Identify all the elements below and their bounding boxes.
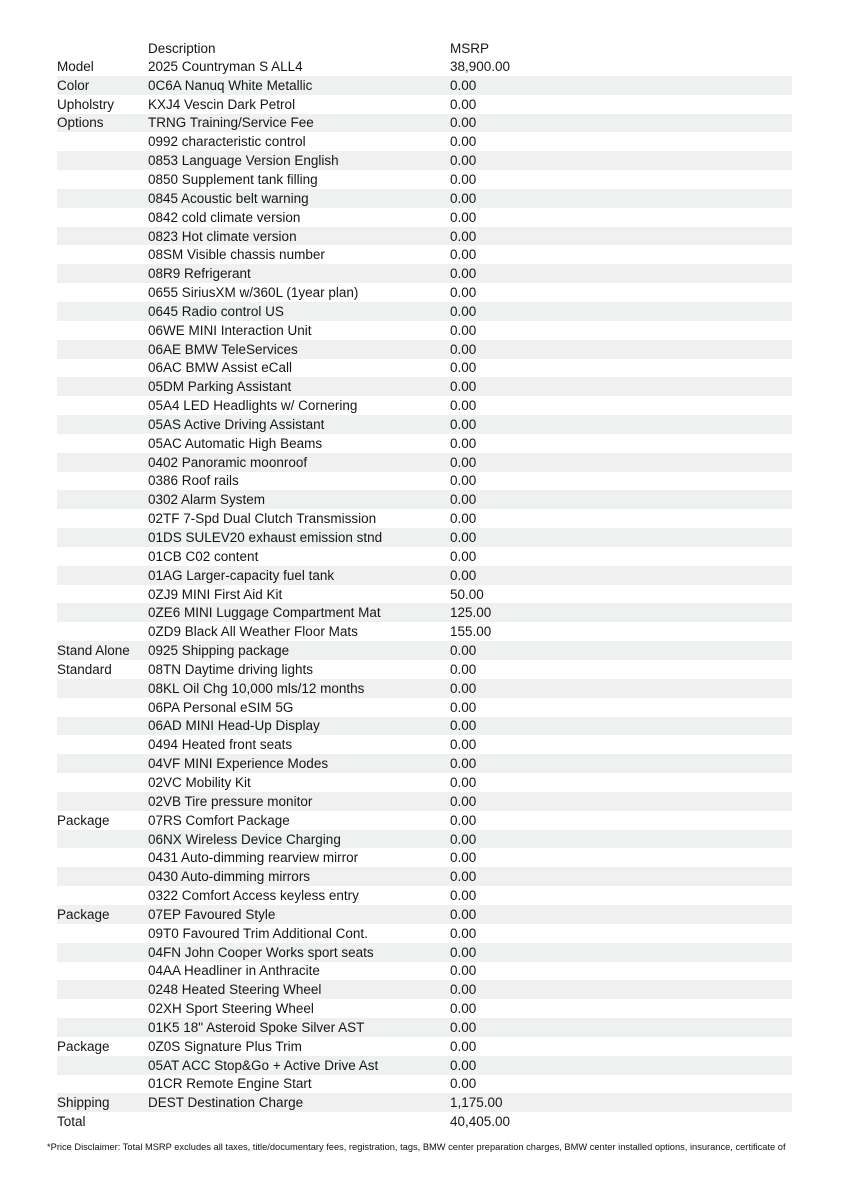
filler-cell xyxy=(611,679,792,698)
description-cell: 0302 Alarm System xyxy=(148,492,266,508)
msrp-cell: 0.00 xyxy=(450,492,477,508)
table-row xyxy=(57,943,792,962)
table-row xyxy=(57,1112,792,1131)
category-cell xyxy=(57,603,148,622)
table-row xyxy=(57,848,792,867)
msrp-cell: 0.00 xyxy=(450,153,477,169)
description-cell: 01CR Remote Engine Start xyxy=(148,1076,312,1092)
category-cell xyxy=(57,1056,148,1075)
category-cell xyxy=(57,264,148,283)
description-cell: 06AC BMW Assist eCall xyxy=(148,360,293,376)
filler-cell xyxy=(611,132,792,151)
category-cell xyxy=(57,585,148,604)
msrp-cell: 0.00 xyxy=(450,812,477,828)
category-cell xyxy=(57,698,148,717)
msrp-cell: 0.00 xyxy=(450,398,477,414)
description-cell: 0494 Heated front seats xyxy=(148,737,293,753)
table-row xyxy=(57,679,792,698)
description-cell: 0402 Panoramic moonroof xyxy=(148,454,308,470)
filler-cell xyxy=(611,641,792,660)
filler-cell xyxy=(611,151,792,170)
filler-cell xyxy=(611,1112,792,1131)
category-cell xyxy=(57,208,148,227)
msrp-cell: 0.00 xyxy=(450,96,477,112)
filler-cell xyxy=(611,566,792,585)
category-cell: Shipping xyxy=(57,1095,110,1111)
category-cell xyxy=(57,962,148,981)
msrp-cell: 0.00 xyxy=(450,1019,477,1035)
filler-cell xyxy=(611,415,792,434)
table-row xyxy=(57,264,792,283)
filler-cell xyxy=(611,660,792,679)
table-row xyxy=(57,1056,792,1075)
filler-cell xyxy=(611,603,792,622)
msrp-cell: 0.00 xyxy=(450,1001,477,1017)
description-cell: 02VC Mobility Kit xyxy=(148,774,251,790)
msrp-cell: 0.00 xyxy=(450,341,477,357)
filler-cell xyxy=(611,980,792,999)
filler-cell xyxy=(611,208,792,227)
filler-cell xyxy=(611,283,792,302)
table-row xyxy=(57,1075,792,1094)
table-row xyxy=(57,830,792,849)
msrp-cell: 0.00 xyxy=(450,379,477,395)
table-row xyxy=(57,377,792,396)
description-cell: 08R9 Refrigerant xyxy=(148,266,251,282)
category-cell xyxy=(57,283,148,302)
description-cell: 07EP Favoured Style xyxy=(148,906,276,922)
description-cell: 0823 Hot climate version xyxy=(148,228,297,244)
table-row xyxy=(57,396,792,415)
category-cell xyxy=(57,830,148,849)
filler-cell xyxy=(611,396,792,415)
msrp-cell: 0.00 xyxy=(450,982,477,998)
filler-cell xyxy=(611,1056,792,1075)
category-cell xyxy=(57,1018,148,1037)
category-cell xyxy=(57,170,148,189)
msrp-cell: 125.00 xyxy=(450,605,492,621)
filler-cell xyxy=(611,622,792,641)
msrp-cell: 0.00 xyxy=(450,793,477,809)
category-cell xyxy=(57,547,148,566)
category-cell xyxy=(57,717,148,736)
description-cell: 06WE MINI Interaction Unit xyxy=(148,322,312,338)
filler-cell xyxy=(611,377,792,396)
table-row xyxy=(57,585,792,604)
category-cell xyxy=(57,886,148,905)
category-cell xyxy=(57,245,148,264)
description-cell: 01CB C02 content xyxy=(148,548,259,564)
msrp-column-header: MSRP xyxy=(450,41,490,56)
msrp-cell: 0.00 xyxy=(450,963,477,979)
description-cell: 02XH Sport Steering Wheel xyxy=(148,1001,314,1017)
description-cell: 0925 Shipping package xyxy=(148,643,290,659)
msrp-cell: 0.00 xyxy=(450,247,477,263)
msrp-cell: 0.00 xyxy=(450,944,477,960)
table-row xyxy=(57,340,792,359)
description-cell: 08KL Oil Chg 10,000 mls/12 months xyxy=(148,680,365,696)
msrp-cell: 0.00 xyxy=(450,473,477,489)
table-row xyxy=(57,170,792,189)
msrp-cell: 0.00 xyxy=(450,134,477,150)
table-row xyxy=(57,698,792,717)
description-cell: 05AT ACC Stop&Go + Active Drive Ast xyxy=(148,1057,379,1073)
table-row xyxy=(57,1018,792,1037)
table-row xyxy=(57,76,792,95)
category-cell xyxy=(57,453,148,472)
category-cell xyxy=(57,321,148,340)
description-cell: 08SM Visible chassis number xyxy=(148,247,325,263)
filler-cell xyxy=(611,340,792,359)
filler-cell xyxy=(611,999,792,1018)
filler-cell xyxy=(611,264,792,283)
description-cell: TRNG Training/Service Fee xyxy=(148,115,314,131)
description-cell: 05AS Active Driving Assistant xyxy=(148,416,325,432)
filler-cell xyxy=(611,830,792,849)
description-cell: 01K5 18" Asteroid Spoke Silver AST xyxy=(148,1019,365,1035)
category-cell: Model xyxy=(57,58,94,74)
filler-cell xyxy=(611,472,792,491)
table-row xyxy=(57,114,792,133)
filler-cell xyxy=(611,114,792,133)
table-row xyxy=(57,811,792,830)
table-body xyxy=(57,57,792,1131)
table-row xyxy=(57,660,792,679)
msrp-cell: 0.00 xyxy=(450,511,477,527)
filler-cell xyxy=(611,773,792,792)
msrp-cell: 0.00 xyxy=(450,209,477,225)
filler-cell xyxy=(611,189,792,208)
msrp-cell: 0.00 xyxy=(450,77,477,93)
table-row xyxy=(57,792,792,811)
filler-cell xyxy=(611,490,792,509)
filler-cell xyxy=(611,754,792,773)
category-cell xyxy=(57,622,148,641)
msrp-cell: 0.00 xyxy=(450,906,477,922)
msrp-cell: 0.00 xyxy=(450,756,477,772)
price-disclaimer: *Price Disclaimer: Total MSRP excludes all taxes, title/documentary fees, registration, tags, BMW center preparation charges, BMW center installed options, insurance, certificate of xyxy=(47,1142,786,1152)
msrp-cell: 1,175.00 xyxy=(450,1095,503,1111)
msrp-cell: 0.00 xyxy=(450,850,477,866)
msrp-cell: 0.00 xyxy=(450,1038,477,1054)
description-cell: 0850 Supplement tank filling xyxy=(148,171,318,187)
category-cell: Color xyxy=(57,77,90,93)
filler-cell xyxy=(611,792,792,811)
description-cell: 0430 Auto-dimming mirrors xyxy=(148,869,311,885)
description-cell: 06AD MINI Head-Up Display xyxy=(148,718,320,734)
table-row xyxy=(57,924,792,943)
category-cell xyxy=(57,132,148,151)
filler-cell xyxy=(611,547,792,566)
category-cell xyxy=(57,151,148,170)
msrp-cell: 0.00 xyxy=(450,869,477,885)
price-table xyxy=(57,40,792,1131)
table-row xyxy=(57,151,792,170)
description-cell: 0992 characteristic control xyxy=(148,134,306,150)
filler-cell xyxy=(611,735,792,754)
filler-cell xyxy=(611,1018,792,1037)
msrp-cell: 0.00 xyxy=(450,228,477,244)
category-cell xyxy=(57,189,148,208)
category-cell xyxy=(57,999,148,1018)
description-cell: 02VB Tire pressure monitor xyxy=(148,793,313,809)
table-row xyxy=(57,453,792,472)
table-row xyxy=(57,717,792,736)
category-cell xyxy=(57,434,148,453)
category-cell xyxy=(57,980,148,999)
table-row xyxy=(57,321,792,340)
msrp-cell: 0.00 xyxy=(450,435,477,451)
table-row xyxy=(57,1093,792,1112)
category-cell xyxy=(57,509,148,528)
table-row xyxy=(57,641,792,660)
table-row xyxy=(57,302,792,321)
filler-cell xyxy=(611,717,792,736)
category-cell xyxy=(57,415,148,434)
category-cell: Standard xyxy=(57,661,112,677)
table-row xyxy=(57,566,792,585)
filler-cell xyxy=(611,698,792,717)
filler-cell xyxy=(611,1093,792,1112)
msrp-cell: 0.00 xyxy=(450,774,477,790)
description-cell: 01DS SULEV20 exhaust emission stnd xyxy=(148,530,383,546)
filler-cell xyxy=(611,1075,792,1094)
description-cell: 0845 Acoustic belt warning xyxy=(148,190,309,206)
category-cell xyxy=(57,924,148,943)
msrp-cell: 0.00 xyxy=(450,925,477,941)
description-cell: 09T0 Favoured Trim Additional Cont. xyxy=(148,925,368,941)
table-row xyxy=(57,283,792,302)
category-cell xyxy=(57,340,148,359)
filler-cell xyxy=(611,302,792,321)
description-cell: 0ZJ9 MINI First Aid Kit xyxy=(148,586,283,602)
description-cell: KXJ4 Vescin Dark Petrol xyxy=(148,96,296,112)
description-cell: 05DM Parking Assistant xyxy=(148,379,292,395)
filler-cell xyxy=(611,509,792,528)
filler-cell xyxy=(611,867,792,886)
table-row xyxy=(57,547,792,566)
table-row xyxy=(57,359,792,378)
description-cell: 02TF 7-Spd Dual Clutch Transmission xyxy=(148,511,377,527)
table-row xyxy=(57,415,792,434)
category-cell xyxy=(57,566,148,585)
table-row xyxy=(57,754,792,773)
table-row xyxy=(57,735,792,754)
filler-cell xyxy=(611,1037,792,1056)
table-row xyxy=(57,132,792,151)
msrp-cell: 0.00 xyxy=(450,416,477,432)
category-cell xyxy=(57,867,148,886)
description-cell: 05A4 LED Headlights w/ Cornering xyxy=(148,398,358,414)
description-cell xyxy=(148,1112,450,1131)
table-row xyxy=(57,886,792,905)
msrp-cell: 0.00 xyxy=(450,567,477,583)
table-row xyxy=(57,95,792,114)
category-cell xyxy=(57,1075,148,1094)
category-cell: Options xyxy=(57,115,104,131)
description-cell: 0645 Radio control US xyxy=(148,303,284,319)
description-cell: 0ZD9 Black All Weather Floor Mats xyxy=(148,624,358,640)
msrp-cell: 0.00 xyxy=(450,548,477,564)
description-cell: 0248 Heated Steering Wheel xyxy=(148,982,322,998)
filler-cell xyxy=(611,528,792,547)
table-row xyxy=(57,189,792,208)
category-cell xyxy=(57,848,148,867)
description-cell: 0C6A Nanuq White Metallic xyxy=(148,77,313,93)
msrp-cell: 0.00 xyxy=(450,643,477,659)
description-cell: DEST Destination Charge xyxy=(148,1095,304,1111)
msrp-cell: 0.00 xyxy=(450,530,477,546)
description-cell: 0431 Auto-dimming rearview mirror xyxy=(148,850,359,866)
msrp-cell: 0.00 xyxy=(450,1076,477,1092)
category-cell: Total xyxy=(57,1114,86,1130)
table-header-row xyxy=(57,40,792,57)
category-cell xyxy=(57,679,148,698)
msrp-cell: 50.00 xyxy=(450,586,484,602)
category-cell xyxy=(57,754,148,773)
category-cell xyxy=(57,735,148,754)
category-cell: Package xyxy=(57,1038,110,1054)
description-cell: 0842 cold climate version xyxy=(148,209,301,225)
description-cell: 0853 Language Version English xyxy=(148,153,339,169)
table-row xyxy=(57,528,792,547)
description-cell: 0386 Roof rails xyxy=(148,473,239,489)
category-cell xyxy=(57,377,148,396)
msrp-cell: 0.00 xyxy=(450,1057,477,1073)
description-cell: 06AE BMW TeleServices xyxy=(148,341,298,357)
msrp-cell: 0.00 xyxy=(450,303,477,319)
description-cell: 01AG Larger-capacity fuel tank xyxy=(148,567,335,583)
description-cell: 0655 SiriusXM w/360L (1year plan) xyxy=(148,285,359,301)
table-row xyxy=(57,245,792,264)
filler-column-header xyxy=(611,40,792,57)
msrp-cell: 155.00 xyxy=(450,624,492,640)
description-cell: 07RS Comfort Package xyxy=(148,812,290,828)
msrp-cell: 0.00 xyxy=(450,266,477,282)
description-cell: 05AC Automatic High Beams xyxy=(148,435,323,451)
filler-cell xyxy=(611,434,792,453)
category-cell: Upholstry xyxy=(57,96,115,112)
filler-cell xyxy=(611,57,792,76)
filler-cell xyxy=(611,905,792,924)
category-cell xyxy=(57,396,148,415)
filler-cell xyxy=(611,585,792,604)
table-row xyxy=(57,208,792,227)
msrp-cell: 0.00 xyxy=(450,115,477,131)
category-column-header xyxy=(57,40,148,57)
category-cell xyxy=(57,227,148,246)
table-row xyxy=(57,999,792,1018)
table-row xyxy=(57,603,792,622)
category-cell xyxy=(57,490,148,509)
description-column-header: Description xyxy=(148,41,216,56)
table-row xyxy=(57,962,792,981)
filler-cell xyxy=(611,227,792,246)
table-row xyxy=(57,227,792,246)
msrp-cell: 0.00 xyxy=(450,831,477,847)
category-cell: Stand Alone xyxy=(57,643,130,659)
description-cell: 0Z0S Signature Plus Trim xyxy=(148,1038,302,1054)
msrp-cell: 0.00 xyxy=(450,718,477,734)
category-cell: Package xyxy=(57,812,110,828)
msrp-cell: 0.00 xyxy=(450,661,477,677)
description-cell: 08TN Daytime driving lights xyxy=(148,661,314,677)
msrp-cell: 0.00 xyxy=(450,680,477,696)
description-cell: 2025 Countryman S ALL4 xyxy=(148,58,303,74)
table-row xyxy=(57,867,792,886)
msrp-cell: 0.00 xyxy=(450,888,477,904)
msrp-cell: 0.00 xyxy=(450,171,477,187)
msrp-cell: 0.00 xyxy=(450,190,477,206)
filler-cell xyxy=(611,962,792,981)
msrp-cell: 0.00 xyxy=(450,699,477,715)
msrp-cell: 0.00 xyxy=(450,360,477,376)
table-row xyxy=(57,434,792,453)
category-cell xyxy=(57,773,148,792)
category-cell xyxy=(57,528,148,547)
msrp-cell: 0.00 xyxy=(450,454,477,470)
table-row xyxy=(57,1037,792,1056)
filler-cell xyxy=(611,95,792,114)
msrp-cell: 0.00 xyxy=(450,285,477,301)
msrp-cell: 0.00 xyxy=(450,322,477,338)
description-cell: 06NX Wireless Device Charging xyxy=(148,831,341,847)
table-row xyxy=(57,490,792,509)
table-row xyxy=(57,472,792,491)
description-cell: 04AA Headliner in Anthracite xyxy=(148,963,320,979)
description-cell: 06PA Personal eSIM 5G xyxy=(148,699,294,715)
table-row xyxy=(57,905,792,924)
category-cell xyxy=(57,943,148,962)
description-cell: 04FN John Cooper Works sport seats xyxy=(148,944,374,960)
table-row xyxy=(57,622,792,641)
category-cell xyxy=(57,359,148,378)
filler-cell xyxy=(611,245,792,264)
table-row xyxy=(57,773,792,792)
filler-cell xyxy=(611,924,792,943)
filler-cell xyxy=(611,321,792,340)
filler-cell xyxy=(611,76,792,95)
description-cell: 0ZE6 MINI Luggage Compartment Mat xyxy=(148,605,381,621)
description-cell: 0322 Comfort Access keyless entry xyxy=(148,888,359,904)
filler-cell xyxy=(611,453,792,472)
filler-cell xyxy=(611,943,792,962)
msrp-cell: 40,405.00 xyxy=(450,1114,511,1130)
filler-cell xyxy=(611,170,792,189)
table-head xyxy=(57,40,792,57)
filler-cell xyxy=(611,886,792,905)
category-cell: Package xyxy=(57,906,110,922)
description-cell: 04VF MINI Experience Modes xyxy=(148,756,329,772)
table-row xyxy=(57,509,792,528)
filler-cell xyxy=(611,811,792,830)
table-row xyxy=(57,57,792,76)
table-row xyxy=(57,980,792,999)
msrp-cell: 38,900.00 xyxy=(450,58,511,74)
filler-cell xyxy=(611,848,792,867)
msrp-cell: 0.00 xyxy=(450,737,477,753)
category-cell xyxy=(57,472,148,491)
filler-cell xyxy=(611,359,792,378)
category-cell xyxy=(57,302,148,321)
category-cell xyxy=(57,792,148,811)
